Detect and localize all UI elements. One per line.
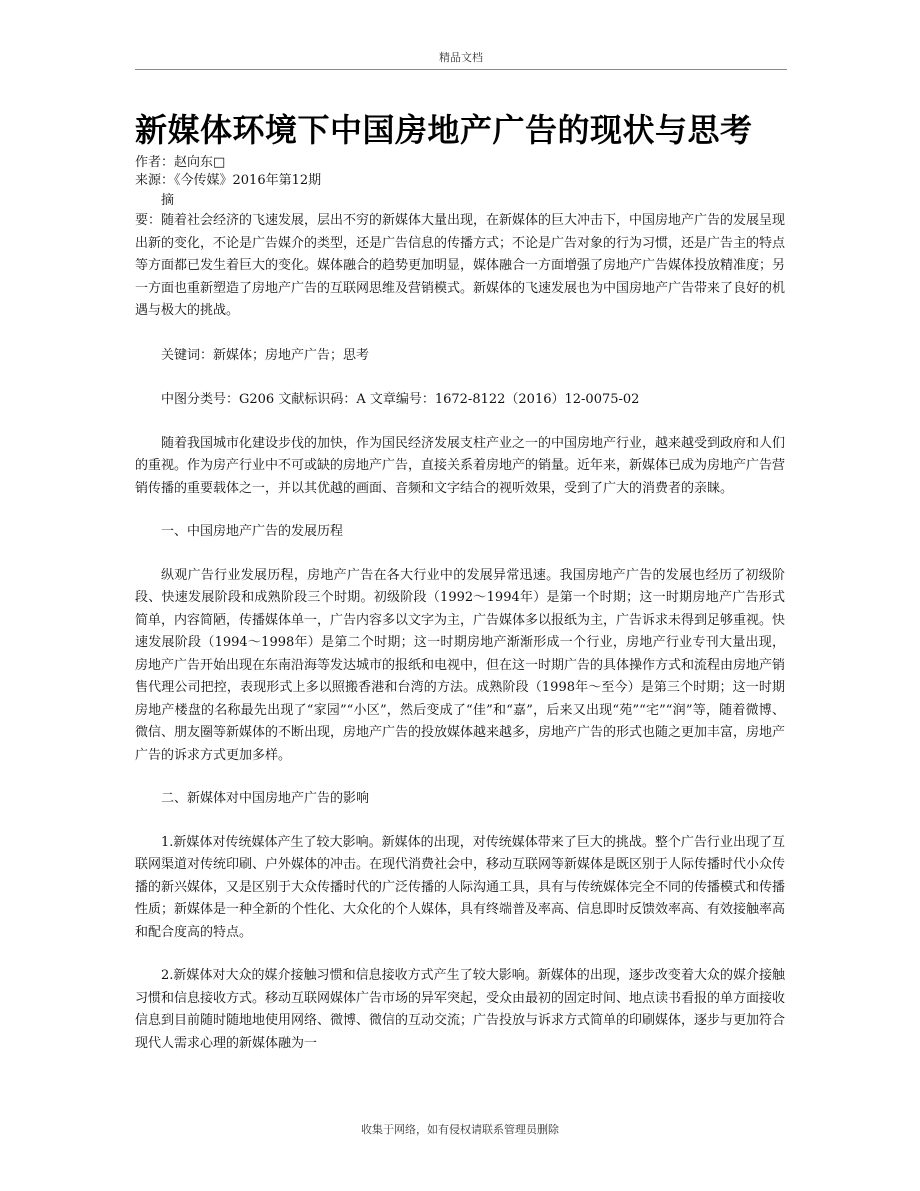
keywords: 关键词：新媒体；房地产广告；思考	[161, 347, 370, 363]
article	[135, 106, 785, 1055]
point-1-paragraph: 1.新媒体对传统媒体产生了较大影响。新媒体的出现，对传统媒体带来了巨大的挑战。整个广告行业出现了互联网渠道对传统印刷、户外媒体的冲击。在现代消费社会中，移动互联网等新媒体是既区别于人际传播时代小众传播的新兴媒体，又是区别于大众传播时代的广泛传播的人际沟通工具，具有与传统媒体完全不同的传播模式和传播性质；新媒体是一种全新的个性化、大众化的个人媒体，具有终端普及率高、信息即时反馈效率高、有效接触率高和配合度高的特点。	[135, 834, 786, 940]
article-source: 来源：《今传媒》2016年第12期	[135, 173, 322, 188]
footer-label: 收集于网络，如有侵权请联系管理员删除	[361, 1123, 559, 1136]
article-author: 作者：赵向东□	[135, 155, 226, 170]
classification: 中图分类号：G206 文献标识码：A 文章编号：1672-8122（2016）12-0075-02	[161, 392, 640, 407]
abstract-head: 摘	[161, 193, 175, 208]
section-2-heading: 二、新媒体对中国房地产广告的影响	[161, 791, 370, 806]
section-1-heading: 一、中国房地产广告的发展历程	[161, 524, 344, 539]
page-footer	[0, 1122, 920, 1138]
section-1-body: 纵观广告行业发展历程，房地产广告在各大行业中的发展异常迅速。我国房地产广告的发展也经历了初级阶段、快速发展阶段和成熟阶段三个时期。初级阶段（1992～1994年）是第一个时期；这一时期房地产广告形式简单，内容简陋，传播媒体单一，广告内容多以文字为主，广告媒体多以报纸为主，广告诉求未得到足够重视。快速发展阶段（1994～1998年）是第二个时期；这一时期房地产渐渐形成一个行业，房地产行业专刊大量出现，房地产广告开始出现在东南沿海等发达城市的报纸和电视中，但在这一时期广告的具体操作方式和流程由房地产销售代理公司把控，表现形式上多以照搬香港和台湾的方法。成熟阶段（1998年～至今）是第三个时期；这一时期房地产楼盘的名称最先出现了“家园”“小区”，然后变成了“佳”和“嘉”，后来又出现“苑”“宅”“润”等，随着微博、微信、朋友圈等新媒体的不断出现，房地产广告的投放媒体越来越多，房地产广告的形式也随之更加丰富，房地产广告的诉求方式更加多样。	[135, 567, 786, 763]
abstract-text: 要：随着社会经济的飞速发展，层出不穷的新媒体大量出现，在新媒体的巨大冲击下，中国房地产广告的发展呈现出新的变化，不论是广告媒介的类型，还是广告信息的传播方式；不论是广告对象的行为习惯，还是广告主的特点等方面都已发生着巨大的变化。媒体融合的趋势更加明显，媒体融合一方面增强了房地产广告媒体投放精准度；另一方面也重新塑造了房地产广告的互联网思维及营销模式。新媒体的飞速发展也为中国房地产广告带来了良好的机遇与极大的挑战。	[135, 213, 786, 318]
intro-paragraph: 随着我国城市化建设步伐的加快，作为国民经济发展支柱产业之一的中国房地产行业，越来越受到政府和人们的重视。作为房产行业中不可或缺的房地产广告，直接关系着房地产的销量。近年来，新媒体已成为房地产广告营销传播的重要载体之一，并以其优越的画面、音频和文字结合的视听效果，受到了广大的消费者的亲睐。	[135, 435, 786, 496]
header-label: 精品文档	[439, 51, 483, 64]
page-header	[135, 50, 787, 70]
point-2-paragraph: 2.新媒体对大众的媒介接触习惯和信息接收方式产生了较大影响。新媒体的出现，逐步改变着大众的媒介接触习惯和信息接收方式。移动互联网媒体广告市场的异军突起，受众由最初的固定时间、地点读书看报的单方面接收信息到目前随时随地地使用网络、微博、微信的互动交流；广告投放与诉求方式简单的印刷媒体，逐步与更加符合现代人需求心理的新媒体融为一	[135, 968, 786, 1051]
article-title: 新媒体环境下中国房地产广告的现状与思考	[135, 111, 753, 149]
